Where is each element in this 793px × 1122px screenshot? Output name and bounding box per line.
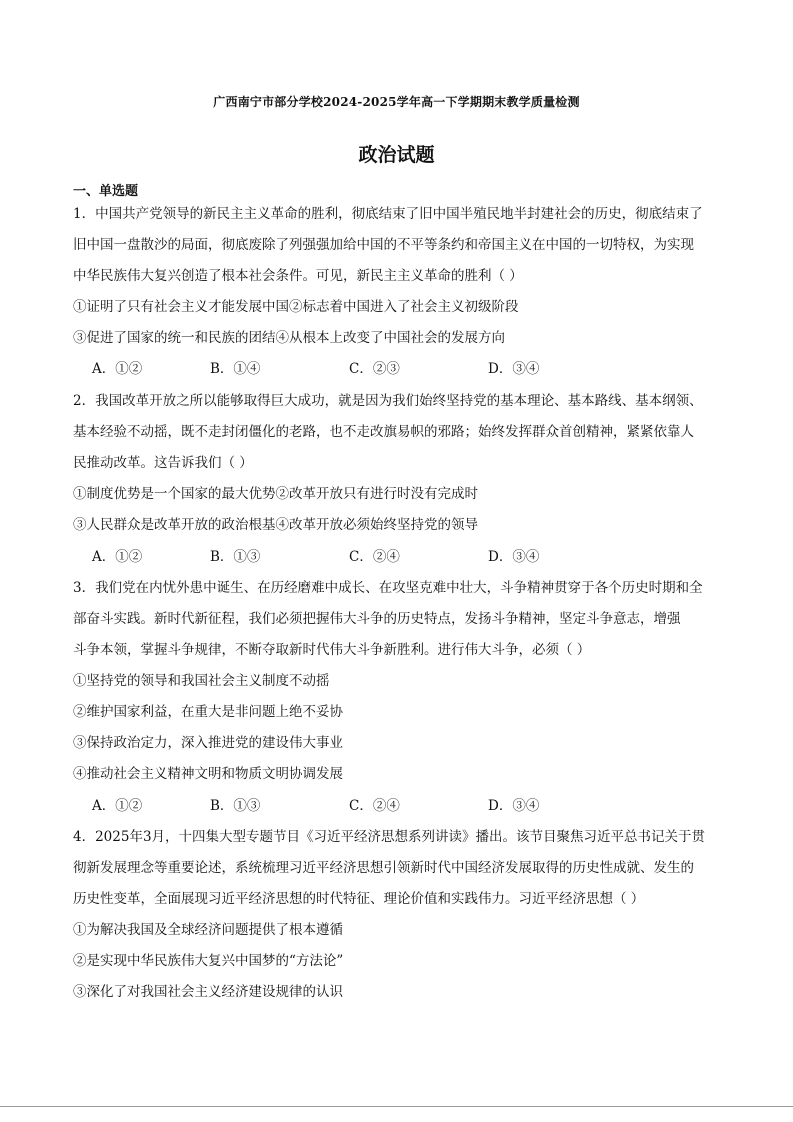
- q2-stem-line: 基本经验不动摇，既不走封闭僵化的老路，也不走改旗易帜的邪路；始终发挥群众首创精神，紧紧依靠人: [73, 424, 694, 440]
- q1-item: ③促进了国家的统一和民族的团结④从根本上改变了中国社会的发展方向: [73, 330, 505, 346]
- q3-item: ③保持政治定力，深入推进党的建设伟大事业: [73, 735, 343, 751]
- q2-item: ③人民群众是改革开放的政治根基④改革开放必须始终坚持党的领导: [73, 517, 478, 533]
- q1-stem-line: 旧中国一盘散沙的局面，彻底废除了列强强加给中国的不平等条约和帝国主义在中国的一切特权，为实现: [73, 237, 694, 253]
- q3-item: ①坚持党的领导和我国社会主义制度不动摇: [73, 673, 330, 689]
- q2-option-b[interactable]: B．①③: [210, 549, 261, 565]
- q2-stem-line: 民推动改革。这告诉我们（ ）: [73, 455, 253, 471]
- q1-item: ①证明了只有社会主义才能发展中国②标志着中国进入了社会主义初级阶段: [73, 299, 519, 315]
- q3-item: ②维护国家利益，在重大是非问题上绝不妥协: [73, 704, 343, 720]
- q3-option-c[interactable]: C．②④: [349, 798, 400, 814]
- q3-option-d[interactable]: D．③④: [488, 798, 540, 814]
- q2-item: ①制度优势是一个国家的最大优势②改革开放只有进行时没有完成时: [73, 486, 478, 502]
- q4-stem-line: 4．2025年3月，十四集大型专题节目《习近平经济思想系列讲读》播出。该节目聚焦习近平总书记关于贯: [73, 829, 706, 845]
- q1-option-c[interactable]: C．②③: [349, 361, 400, 377]
- q1-stem-line: 1．中国共产党领导的新民主主义革命的胜利，彻底结束了旧中国半殖民地半封建社会的历史，彻底结束了: [73, 206, 703, 222]
- q2-option-d[interactable]: D．③④: [488, 549, 540, 565]
- q3-stem-line: 3．我们党在内忧外患中诞生、在历经磨难中成长、在攻坚克难中壮大，斗争精神贯穿于各个历史时期和全: [73, 580, 703, 596]
- q3-option-b[interactable]: B．①③: [210, 798, 261, 814]
- q1-stem-line: 中华民族伟大复兴创造了根本社会条件。可见，新民主主义革命的胜利（ ）: [73, 268, 523, 284]
- q4-item: ②是实现中华民族伟大复兴中国梦的“方法论”: [73, 953, 344, 969]
- q2-stem-line: 2．我国改革开放之所以能够取得巨大成功，就是因为我们始终坚持党的基本理论、基本路线、基本纲领、: [73, 393, 703, 409]
- q1-option-b[interactable]: B．①④: [210, 361, 261, 377]
- exam-title: 广西南宁市部分学校2024-2025学年高一下学期期末教学质量检测: [213, 95, 580, 109]
- q3-stem-line: 斗争本领，掌握斗争规律，不断夺取新时代伟大斗争新胜利。进行伟大斗争，必须（ ）: [73, 642, 591, 658]
- q4-item: ①为解决我国及全球经济问题提供了根本遵循: [73, 922, 343, 938]
- q3-stem-line: 部奋斗实践。新时代新征程，我们必须把握伟大斗争的历史特点，发扬斗争精神，坚定斗争意志，增强: [73, 611, 681, 627]
- q1-option-a[interactable]: A．①②: [92, 361, 143, 377]
- q4-stem-line: 历史性变革，全面展现习近平经济思想的时代特征、理论价值和实践伟力。习近平经济思想（ ）: [73, 891, 645, 907]
- q2-option-a[interactable]: A．①②: [92, 549, 143, 565]
- exam-subtitle: 政治试题: [358, 144, 435, 166]
- q4-item: ③深化了对我国社会主义经济建设规律的认识: [73, 984, 343, 1000]
- q3-item: ④推动社会主义精神文明和物质文明协调发展: [73, 766, 343, 782]
- q4-stem-line: 彻新发展理念等重要论述，系统梳理习近平经济思想引领新时代中国经济发展取得的历史性成就、发生的: [73, 860, 694, 876]
- q1-option-d[interactable]: D．③④: [488, 361, 540, 377]
- q3-option-a[interactable]: A．①②: [92, 798, 143, 814]
- page-bottom-rule: [0, 1106, 793, 1107]
- q2-option-c[interactable]: C．②④: [349, 549, 400, 565]
- section-heading: 一、单选题: [73, 184, 139, 199]
